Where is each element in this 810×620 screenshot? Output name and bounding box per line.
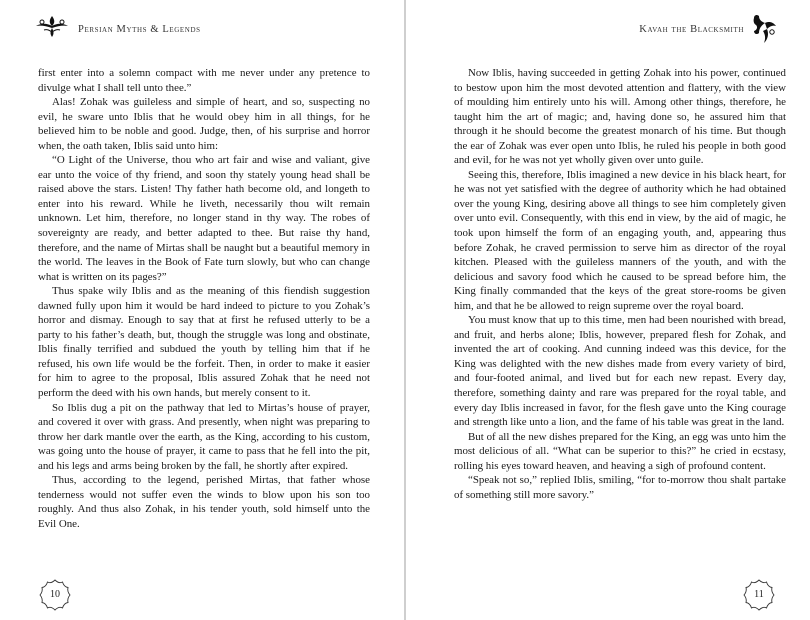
paragraph: Thus spake wily Iblis and as the meaning of this fiendish suggestion dawned fully upon him it would be hard indeed to picture to you Zohak’s horror and dismay. Enough to say that at first he refused utterly to be a party to his father’s death, but, though the struggle was long and obstinate, Iblis finally terrified and subdued the youth by telling him that if he refused, his own life would be the forfeit. Then, in order to make it easier for him to agree to the proposal, Iblis assured Zohak that he need not perform the deed with his own hands, but merely consent to it. [38, 285, 370, 400]
paragraph: Now Iblis, having succeeded in getting Zohak into his power, continued to bestow upon him the most devoted attention and flattery, with the view of moulding him entirely unto his will. Among other things, therefore, he taught him the art of magic; and, having done so, he assured him that through it he should become the greatest monarch of his time. But though the ear of Zohak was ever open unto Iblis, he ruled his people in both good and evil, for he was not yet wholly given over unto guile. [454, 67, 786, 167]
paragraph: Alas! Zohak was guileless and simple of heart, and so, suspecting no evil, he sware unto Iblis that he would obey him in all things, for he believed him to be noble and good. Judge, then, of his surprise and horror when, the oath taken, Iblis said unto him: [38, 96, 370, 152]
paragraph: first enter into a solemn compact with me never under any pretence to divulge what I shall tell unto thee.” [38, 67, 370, 94]
paragraph: “Speak not so,” replied Iblis, smiling, “for to-morrow thou shalt partake of something still more savory.” [454, 474, 786, 501]
fleuron-icon [750, 12, 780, 51]
running-head: Kavah the Blacksmith [639, 24, 744, 35]
paragraph: You must know that up to this time, men had been nourished with bread, and fruit, and herbs alone; Iblis, however, prepared flesh for Zohak, and invented the art of cooking. And cunning indeed was this device, for the King was delighted with the new dishes made from every variety of bird, and four-footed animal, and lived but for each new repast. Every day, therefore, something dainty and rare was prepared for the royal table, and every day Iblis increased in favor, for the flesh gave unto the King courage and strength like unto a lion, and the fame of his table was great in the land. [454, 314, 786, 429]
paragraph: Thus, according to the legend, perished Mirtas, that father whose tenderness would not suffer even the winds to blow upon his son too roughly. And thus also Zohak, in his tender youth, sold himself unto the Evil One. [38, 474, 370, 530]
page-number-badge [38, 578, 72, 612]
running-head: Persian Myths & Legends [78, 24, 201, 35]
page-number: 10 [50, 589, 60, 600]
fleuron-icon [34, 12, 70, 45]
paragraph: But of all the new dishes prepared for the King, an egg was unto him the most delicious of all. “What can be superior to this?” he cried in ecstasy, rolling his eyes toward heaven, and heaving a sigh of profound content. [454, 430, 786, 472]
paragraph: Seeing this, therefore, Iblis imagined a new device in his black heart, for he was not yet satisfied with the degree of authority which he had obtained over the young King, desiring above all things to see him completely given over unto evil. Consequently, with this end in view, by the aid of magic, he took upon himself the form of an engaging youth, and, appearing thus before Zohak, he craved permission to serve him as director of the royal kitchen. Pleased with the guileless manners of the youth, and with the delicious and savory food which he caused to be spread before him, the King finally commanded that the keys of the great store-rooms be given him, and that he be allowed to reign supreme over the royal board. [454, 168, 786, 312]
right-page [406, 0, 810, 620]
body-text [38, 66, 370, 532]
page-number-badge [742, 578, 776, 612]
left-page [0, 0, 404, 620]
page-number: 11 [754, 589, 764, 600]
paragraph: “O Light of the Universe, thou who art fair and wise and valiant, give ear unto the voice of thy friend, and soon thy stately young head shall be raised above the stars. Listen! Thy father hath become old, and longeth to enter into his reward. While he liveth, necessarily thou wilt remain unknown. Let him, therefore, no longer stand in thy way. The robes of sovereignty are ready, and better adapted to thee. But raise thy hand, therefore, and the name of Mirtas shall be naught but a beautiful memory in the world. The leaves in the Book of Fate turn slowly, but who can change what is written on its pages?” [38, 154, 370, 283]
paragraph: So Iblis dug a pit on the pathway that led to Mirtas’s house of prayer, and covered it over with grass. And presently, when night was preparing to throw her dark mantle over the earth, as the King, according to his custom, was going unto the house of prayer, it came to pass that he fell into the pit, and his legs and arms being broken by the fall, he shortly after expired. [38, 401, 370, 472]
body-text [454, 66, 786, 502]
